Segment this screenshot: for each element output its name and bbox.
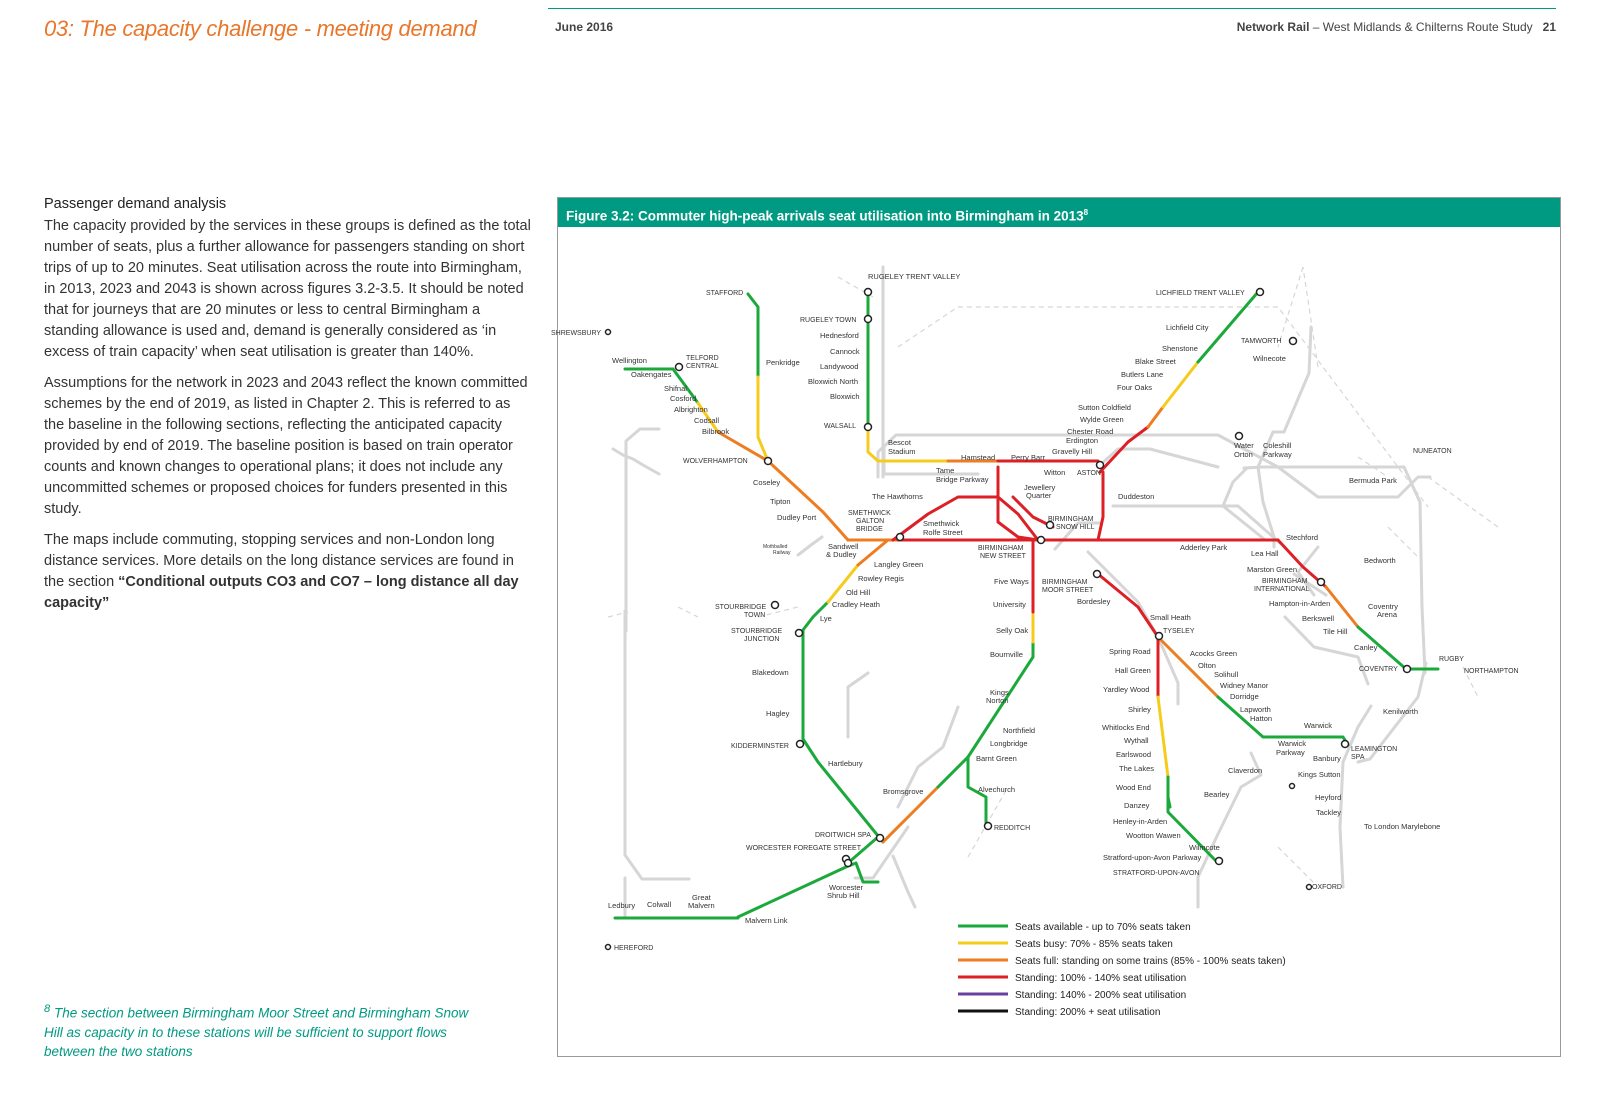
figure-3-2 bbox=[551, 197, 1561, 1057]
label-leamington-2: SPA bbox=[1351, 754, 1365, 761]
label-gravelly-hill: Gravelly Hill bbox=[1052, 447, 1093, 456]
label-ledbury: Ledbury bbox=[608, 901, 636, 910]
label-shirley: Shirley bbox=[1128, 705, 1151, 714]
header-doc-info bbox=[1237, 20, 1556, 34]
label-butlers-lane: Butlers Lane bbox=[1121, 370, 1164, 379]
legend-label-red: Standing: 100% - 140% seat utilisation bbox=[1015, 973, 1187, 984]
rail-network-map bbox=[551, 227, 1560, 1056]
label-bhx-1: BIRMINGHAM bbox=[1262, 578, 1308, 585]
legend-label-purple: Standing: 140% - 200% seat utilisation bbox=[1015, 990, 1187, 1001]
label-yardley-wood: Yardley Wood bbox=[1103, 685, 1150, 694]
label-new-street-2: NEW STREET bbox=[980, 553, 1026, 560]
station-markers bbox=[606, 289, 1411, 950]
figure-title bbox=[558, 198, 1560, 227]
label-bescot-1: Bescot bbox=[888, 438, 911, 447]
label-kenilworth: Kenilworth bbox=[1383, 707, 1419, 716]
label-kings-norton-2: Norton bbox=[986, 696, 1009, 705]
label-snow-hill-2: SNOW HILL bbox=[1056, 524, 1095, 531]
label-hereford: HEREFORD bbox=[614, 945, 654, 952]
header-doc-title: – West Midlands & Chilterns Route Study bbox=[1309, 20, 1533, 34]
label-heyford: Heyford bbox=[1315, 793, 1342, 802]
label-telford-1: TELFORD bbox=[686, 355, 719, 362]
label-hagley: Hagley bbox=[766, 709, 790, 718]
label-langley-green: Langley Green bbox=[874, 560, 924, 569]
label-northfield: Northfield bbox=[1003, 726, 1036, 735]
label-moor-st-2: MOOR STREET bbox=[1042, 587, 1094, 594]
label-oakengates: Oakengates bbox=[631, 370, 672, 379]
label-coventry: COVENTRY bbox=[1359, 666, 1398, 673]
grey-dashed-lines bbox=[608, 267, 1498, 887]
section-reference-link[interactable]: “Conditional outputs CO3 and CO7 – long distance all day capacity” bbox=[44, 574, 519, 611]
figure-title-text: Figure 3.2: Commuter high-peak arrivals seat utilisation into Birmingham in 2013 bbox=[566, 208, 1084, 224]
label-longbridge: Longbridge bbox=[990, 739, 1028, 748]
label-malvern-link: Malvern Link bbox=[745, 916, 788, 925]
label-wilnecote: Wilnecote bbox=[1253, 354, 1286, 363]
label-blake-street: Blake Street bbox=[1135, 357, 1176, 366]
header-date: June 2016 bbox=[555, 20, 614, 34]
label-shifnal: Shifnal bbox=[664, 384, 687, 393]
label-kings-norton-1: Kings bbox=[990, 688, 1009, 697]
label-worcester-sh-2: Shrub Hill bbox=[827, 891, 860, 900]
map-legend bbox=[958, 922, 1286, 1018]
label-droitwich: DROITWICH SPA bbox=[815, 832, 871, 839]
label-water-orton-1: Water bbox=[1234, 441, 1254, 450]
figure-footnote-ref: 8 bbox=[1083, 208, 1089, 217]
label-albrighton: Albrighton bbox=[674, 405, 708, 414]
label-witton: Witton bbox=[1044, 468, 1066, 477]
label-telford-2: CENTRAL bbox=[686, 363, 719, 370]
label-hampton-in-arden: Hampton-in-Arden bbox=[1269, 599, 1331, 608]
label-dorridge: Dorridge bbox=[1230, 692, 1259, 701]
label-selly-oak: Selly Oak bbox=[996, 626, 1029, 635]
label-warwick: Warwick bbox=[1304, 721, 1333, 730]
legend-item-green bbox=[958, 922, 1191, 933]
label-stechford: Stechford bbox=[1286, 533, 1319, 542]
label-stratford: STRATFORD-UPON-AVON bbox=[1113, 870, 1200, 877]
label-wythall: Wythall bbox=[1124, 736, 1149, 745]
legend-item-yellow bbox=[958, 939, 1173, 950]
legend-item-red bbox=[958, 973, 1186, 984]
label-berkswell: Berkswell bbox=[1302, 614, 1335, 623]
label-jq-1: Jewellery bbox=[1024, 483, 1056, 492]
label-alvechurch: Alvechurch bbox=[978, 785, 1016, 794]
label-stourbridge-jn-2: JUNCTION bbox=[744, 636, 780, 643]
label-adderley-park: Adderley Park bbox=[1180, 543, 1228, 552]
label-snow-hill-1: BIRMINGHAM bbox=[1048, 516, 1094, 523]
label-danzey: Danzey bbox=[1124, 801, 1150, 810]
legend-label-green: Seats available - up to 70% seats taken bbox=[1015, 922, 1191, 933]
label-canley: Canley bbox=[1354, 643, 1378, 652]
label-aston: ASTON bbox=[1077, 470, 1101, 477]
label-coleshill-1: Coleshill bbox=[1263, 441, 1292, 450]
label-solihull: Solihull bbox=[1214, 670, 1239, 679]
label-mothballed-1: Mothballed bbox=[763, 544, 788, 550]
label-tile-hill: Tile Hill bbox=[1323, 627, 1348, 636]
label-great-malvern-1: Great bbox=[692, 893, 711, 902]
label-five-ways: Five Ways bbox=[994, 577, 1029, 586]
label-hednesford: Hednesford bbox=[820, 331, 859, 340]
body-paragraph-3-text: The maps include commuting, stopping services and non-London long distance services. More details on the long distance services are found in the section bbox=[44, 532, 514, 590]
label-duddeston: Duddeston bbox=[1118, 492, 1155, 501]
label-sandwell-1: Sandwell bbox=[828, 542, 859, 551]
section-title: 03: The capacity challenge - meeting demand bbox=[44, 16, 477, 41]
body-paragraph-2: Assumptions for the network in 2023 and 2043 reflect the known committed schemes by the end of 2019, as listed in Chapter 2. This is referred to as the baseline in the following sections, reflecting the anticipated capacity provided by end of 2019. The baseline position is based on train operator counts and known changes to operational plans; it does not include any uncommitted schemes or proposed choices for funders presented in this study. bbox=[44, 375, 528, 517]
page-number: 21 bbox=[1542, 20, 1556, 34]
label-tyseley: TYSELEY bbox=[1163, 628, 1195, 635]
label-wellington: Wellington bbox=[612, 356, 647, 365]
label-barnt-green: Barnt Green bbox=[976, 754, 1017, 763]
label-wootton-wawen: Wootton Wawen bbox=[1126, 831, 1181, 840]
label-bromsgrove: Bromsgrove bbox=[883, 787, 924, 796]
label-smethwick-gb-2: GALTON bbox=[856, 518, 885, 525]
label-stourbridge-jn-1: STOURBRIDGE bbox=[731, 628, 783, 635]
legend-item-orange bbox=[958, 956, 1286, 967]
label-coventry-arena-2: Arena bbox=[1377, 610, 1398, 619]
legend-label-orange: Seats full: standing on some trains (85% - 100% seats taken) bbox=[1015, 956, 1286, 967]
footnote-text: The section between Birmingham Moor Street and Birmingham Snow Hill as capacity in to these stations will be sufficient to support flows between the two stations bbox=[44, 1005, 469, 1059]
label-tipton: Tipton bbox=[770, 497, 791, 506]
label-moor-st-1: BIRMINGHAM bbox=[1042, 579, 1088, 586]
label-warwick-pkwy-2: Parkway bbox=[1276, 748, 1305, 757]
label-redditch: REDDITCH bbox=[994, 825, 1031, 832]
label-rugby: RUGBY bbox=[1439, 656, 1464, 663]
label-landywood: Landywood bbox=[820, 362, 859, 371]
label-bilbrook: Bilbrook bbox=[702, 427, 730, 436]
label-sandwell-2: & Dudley bbox=[826, 550, 857, 559]
label-spring-road: Spring Road bbox=[1109, 647, 1151, 656]
label-to-marylebone: To London Marylebone bbox=[1364, 822, 1441, 831]
label-worcester-fs: WORCESTER FOREGATE STREET bbox=[746, 845, 861, 852]
label-bournville: Bournville bbox=[990, 650, 1023, 659]
label-university: University bbox=[993, 600, 1026, 609]
label-lea-hall: Lea Hall bbox=[1251, 549, 1279, 558]
label-lapworth: Lapworth bbox=[1240, 705, 1271, 714]
header-org: Network Rail bbox=[1236, 20, 1310, 34]
label-dudley-port: Dudley Port bbox=[777, 513, 817, 522]
label-stourbridge-town-1: STOURBRIDGE bbox=[715, 604, 767, 611]
label-bloxwich-north: Bloxwich North bbox=[808, 377, 859, 386]
label-earlswood: Earlswood bbox=[1116, 750, 1152, 759]
label-bhx-2: INTERNATIONAL bbox=[1254, 586, 1310, 593]
label-tamworth: TAMWORTH bbox=[1241, 338, 1282, 345]
label-kidderminster: KIDDERMINSTER bbox=[731, 743, 789, 750]
label-blakedown: Blakedown bbox=[752, 668, 789, 677]
label-worcester-sh-1: Worcester bbox=[829, 883, 864, 892]
label-rugeley-tv: RUGELEY TRENT VALLEY bbox=[868, 272, 961, 281]
label-banbury: Banbury bbox=[1313, 754, 1341, 763]
label-bearley: Bearley bbox=[1204, 790, 1230, 799]
label-cradley-heath: Cradley Heath bbox=[832, 600, 880, 609]
label-bescot-2: Stadium bbox=[888, 447, 916, 456]
label-great-malvern-2: Malvern bbox=[688, 901, 715, 910]
label-bloxwich: Bloxwich bbox=[830, 392, 860, 401]
label-leamington-1: LEAMINGTON bbox=[1351, 746, 1398, 753]
label-wylde-green: Wylde Green bbox=[1080, 415, 1124, 424]
label-old-hill: Old Hill bbox=[846, 588, 871, 597]
label-jq-2: Quarter bbox=[1026, 491, 1052, 500]
label-strat-pkwy: Stratford-upon-Avon Parkway bbox=[1103, 853, 1202, 862]
label-tame-1: Tame bbox=[936, 466, 955, 475]
label-bedworth: Bedworth bbox=[1364, 556, 1396, 565]
label-wolverhampton: WOLVERHAMPTON bbox=[683, 458, 748, 465]
body-text bbox=[44, 194, 532, 624]
label-new-street-1: BIRMINGHAM bbox=[978, 545, 1024, 552]
legend-label-yellow: Seats busy: 70% - 85% seats taken bbox=[1015, 939, 1173, 950]
label-cosford: Cosford bbox=[670, 394, 697, 403]
label-the-hawthorns: The Hawthorns bbox=[872, 492, 923, 501]
station-labels bbox=[551, 272, 1519, 952]
label-bermuda-park: Bermuda Park bbox=[1349, 476, 1397, 485]
label-erdington: Erdington bbox=[1066, 436, 1099, 445]
label-water-orton-2: Orton bbox=[1234, 450, 1253, 459]
label-marston-green: Marston Green bbox=[1247, 565, 1298, 574]
label-tackley: Tackley bbox=[1316, 808, 1342, 817]
label-lichfield-city: Lichfield City bbox=[1166, 323, 1209, 332]
label-coleshill-2: Parkway bbox=[1263, 450, 1292, 459]
label-tame-2: Bridge Parkway bbox=[936, 475, 989, 484]
label-claverdon: Claverdon bbox=[1228, 766, 1263, 775]
label-hamstead: Hamstead bbox=[961, 453, 996, 462]
label-walsall: WALSALL bbox=[824, 423, 857, 430]
label-chester-road: Chester Road bbox=[1067, 427, 1114, 436]
label-codsall: Codsall bbox=[694, 416, 720, 425]
label-shrewsbury: SHREWSBURY bbox=[551, 330, 602, 337]
label-sutton-coldfield: Sutton Coldfield bbox=[1078, 403, 1131, 412]
header-rule bbox=[548, 8, 1556, 9]
label-warwick-pkwy-1: Warwick bbox=[1278, 739, 1307, 748]
body-paragraph-1: The capacity provided by the services in these groups is defined as the total number of seats, plus a further allowance for passengers standing on short trips of up to 20 minutes. Seat utilisation across the route into Birmingham, in 2013, 2023 and 2043 is shown across figures 3.2-3.5. It should be noted that for journeys that are 20 minutes or less to central Birmingham a standing allowance is used and, demand is generally considered as ‘in excess of train capacity’ when seat utilisation is greater than 140%. bbox=[44, 218, 531, 360]
label-small-heath: Small Heath bbox=[1150, 613, 1191, 622]
label-coventry-arena-1: Coventry bbox=[1368, 602, 1399, 611]
legend-label-black: Standing: 200% + seat utilisation bbox=[1015, 1007, 1161, 1018]
label-wilmcote: Wilmcote bbox=[1189, 843, 1220, 852]
body-heading: Passenger demand analysis bbox=[44, 196, 227, 212]
legend-item-black bbox=[958, 1007, 1160, 1018]
label-smethwick-rs-1: Smethwick bbox=[923, 519, 960, 528]
label-the-lakes: The Lakes bbox=[1119, 764, 1155, 773]
label-hartlebury: Hartlebury bbox=[828, 759, 863, 768]
label-penkridge: Penkridge bbox=[766, 358, 800, 367]
label-four-oaks: Four Oaks bbox=[1117, 383, 1153, 392]
label-mothballed-2: Railway bbox=[773, 550, 791, 556]
footnote-marker: 8 bbox=[44, 1003, 51, 1015]
label-shenstone: Shenstone bbox=[1162, 344, 1198, 353]
label-stafford: STAFFORD bbox=[706, 290, 744, 297]
label-henley: Henley-in-Arden bbox=[1113, 817, 1168, 826]
body-paragraph-3 bbox=[44, 530, 532, 614]
label-bordesley: Bordesley bbox=[1077, 597, 1111, 606]
label-perry-barr: Perry Barr bbox=[1011, 453, 1046, 462]
label-smethwick-gb-3: BRIDGE bbox=[856, 526, 883, 533]
label-colwall: Colwall bbox=[647, 900, 672, 909]
label-whitlocks-end: Whitlocks End bbox=[1102, 723, 1150, 732]
label-widney-manor: Widney Manor bbox=[1220, 681, 1269, 690]
label-hall-green: Hall Green bbox=[1115, 666, 1151, 675]
footnote bbox=[44, 1000, 484, 1061]
label-rugeley-town: RUGELEY TOWN bbox=[800, 317, 857, 324]
label-hatton: Hatton bbox=[1250, 714, 1273, 723]
legend-item-purple bbox=[958, 990, 1186, 1001]
label-northampton: NORTHAMPTON bbox=[1464, 668, 1519, 675]
label-cannock: Cannock bbox=[830, 347, 860, 356]
label-nuneaton: NUNEATON bbox=[1413, 448, 1452, 455]
label-stourbridge-town-2: TOWN bbox=[744, 612, 766, 619]
label-oxford: OXFORD bbox=[1312, 884, 1342, 891]
label-acocks-green: Acocks Green bbox=[1190, 649, 1238, 658]
label-wood-end: Wood End bbox=[1116, 783, 1151, 792]
label-smethwick-rs-2: Rolfe Street bbox=[923, 528, 963, 537]
label-coseley: Coseley bbox=[753, 478, 781, 487]
label-rowley-regis: Rowley Regis bbox=[858, 574, 904, 583]
label-olton: Olton bbox=[1198, 661, 1216, 670]
label-lichfield-tv: LICHFIELD TRENT VALLEY bbox=[1156, 290, 1245, 297]
label-lye: Lye bbox=[820, 614, 832, 623]
label-kings-sutton: Kings Sutton bbox=[1298, 770, 1341, 779]
label-smethwick-gb-1: SMETHWICK bbox=[848, 510, 891, 517]
